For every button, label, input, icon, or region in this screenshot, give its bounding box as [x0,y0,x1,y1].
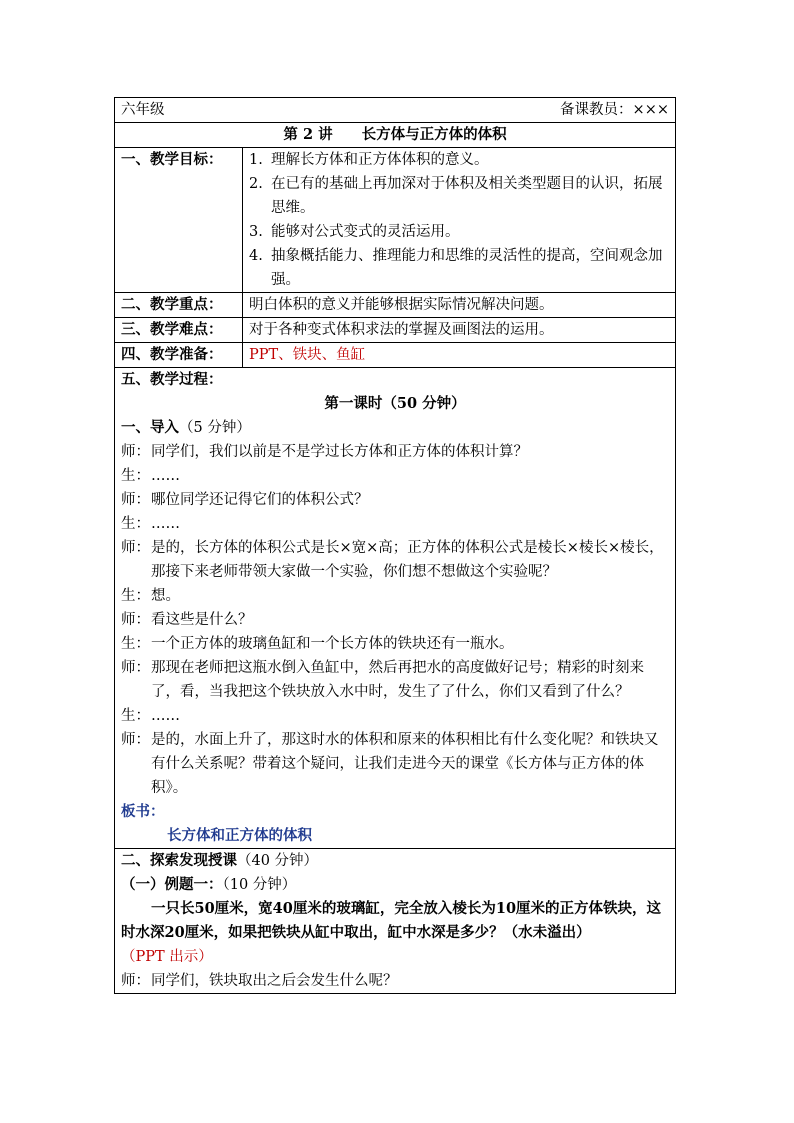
explore-heading: 二、探索发现授课（40 分钟） [121,852,319,869]
key-points-label: 二、教学重点： [115,293,243,318]
goals-label: 一、教学目标： [115,148,243,293]
goal-item: 3. 能够对公式变式的灵活运用。 [249,224,460,240]
intro-heading: 一、导入（5 分钟） [121,419,251,436]
preparation-text: PPT、铁块、鱼缸 [243,343,676,368]
dialogue-line: 生： …… [121,516,180,532]
key-points-text: 明白体积的意义并能够根据实际情况解决问题。 [243,293,676,318]
header-row [115,98,676,123]
process-row [115,368,676,849]
ppt-note: （PPT 出示） [121,949,213,965]
dialogue-line: 师： 是的，长方体的体积公式是长×宽×高；正方体的体积公式是棱长×棱长×棱长，那接下来老师带领大家做一个实验，你们想不想做这个实验呢？ [121,540,664,580]
grade-label: 六年级 [121,102,165,118]
goals-list [249,148,669,292]
preparation-label: 四、教学准备： [115,343,243,368]
example-heading: （一）例题一：（10 分钟） [121,876,297,893]
dialogue-line: 师： 是的，水面上升了，那这时水的体积和原来的体积相比有什么变化呢？和铁块又有什么关系呢？带着这个疑问，让我们走进今天的课堂《长方体与正方体的体积》。 [121,732,659,796]
preparation-row [115,343,676,368]
example-problem: 一只长50厘米，宽40厘米的玻璃缸，完全放入棱长为10厘米的正方体铁块，这时水深20厘米，如果把铁块从缸中取出，缸中水深是多少？（水未溢出） [121,900,662,941]
lesson-plan-page [114,97,676,994]
dialogue-line: 生： 一个正方体的玻璃鱼缸和一个长方体的铁块还有一瓶水。 [121,636,514,652]
dialogue-line: 生： …… [121,468,180,484]
difficulties-row [115,318,676,343]
dialogue-line: 师： 那现在老师把这瓶水倒入鱼缸中，然后再把水的高度做好记号；精彩的时刻来了，看，当我把这个铁块放入水中时，发生了了什么，你们又看到了什么？ [121,660,644,700]
difficulties-text: 对于各种变式体积求法的掌握及画图法的运用。 [243,318,676,343]
process-content [115,368,676,849]
goal-item: 4. 抽象概括能力、推理能力和思维的灵活性的提高，空间观念加强。 [249,248,663,288]
board-text: 长方体和正方体的体积 [167,827,312,844]
explore-row [115,849,676,994]
goals-content [243,148,676,293]
dialogue-line: 师： 同学们，我们以前是不是学过长方体和正方体的体积计算？ [121,444,528,460]
dialogue-line: 师： 看这些是什么？ [121,612,253,628]
dialogue-line: 生： 想。 [121,588,180,604]
dialogue-line: 师： 同学们，铁块取出之后会发生什么呢？ [121,973,398,989]
difficulties-label: 三、教学难点： [115,318,243,343]
goal-item: 2. 在已有的基础上再加深对于体积及相关类型题目的认识，拓展思维。 [249,176,663,216]
goals-row [115,148,676,293]
dialogue-line: 师： 哪位同学还记得它们的体积公式？ [121,492,369,508]
board-label: 板书： [121,803,165,820]
title-row [115,123,676,148]
process-label: 五、教学过程： [121,371,223,388]
lesson-plan-table [114,97,676,994]
explore-content [115,849,676,994]
teacher-label: 备课教员：××× [560,102,669,118]
key-points-row [115,293,676,318]
session-title: 第一课时（50 分钟） [324,395,466,412]
goal-item: 1. 理解长方体和正方体体积的意义。 [249,152,489,168]
dialogue-line: 生： …… [121,708,180,724]
lecture-title: 第 2 讲 长方体与正方体的体积 [115,123,676,148]
